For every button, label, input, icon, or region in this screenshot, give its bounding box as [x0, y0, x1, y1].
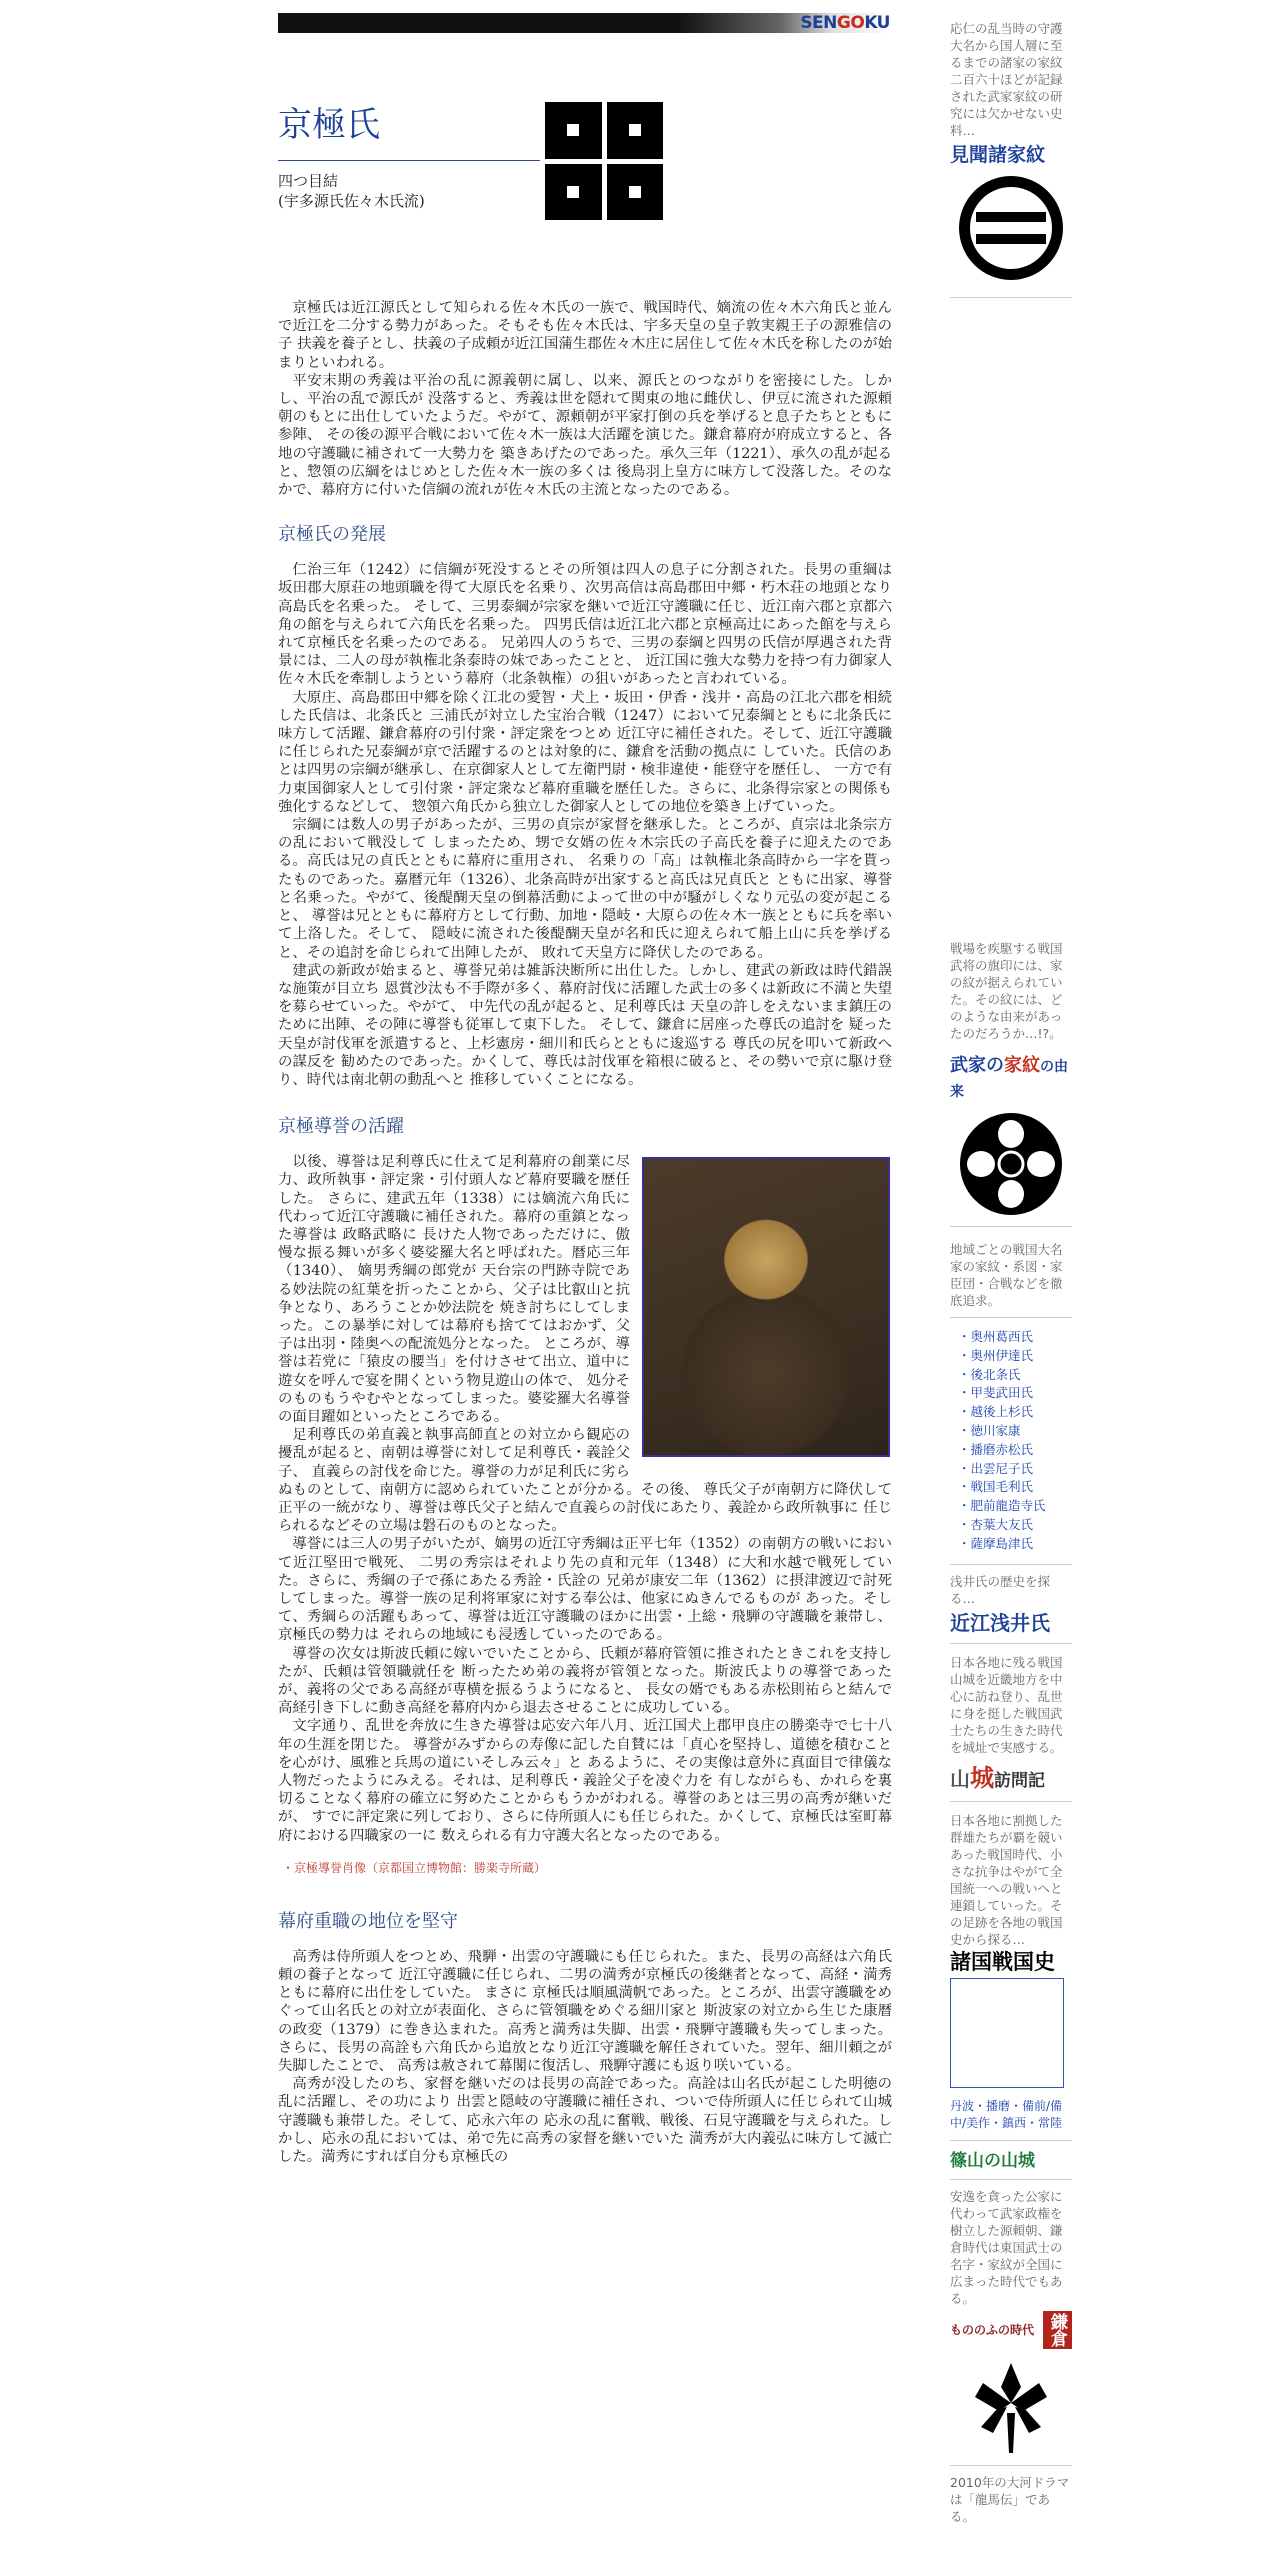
clan-link-list [950, 1328, 1072, 1554]
clan-link[interactable]: ・ 薩摩島津氏 [958, 1535, 1072, 1554]
kamon-yurai-link[interactable]: 武家の家紋の由来 [950, 1055, 1068, 1100]
intro-paragraph: 平安末期の秀義は平治の乱に源義朝に属し、以来、源氏とのつながりを密接にした。しかし、平治の乱で源氏が 没落すると、秀義は世を隠れて関東の地に雌伏し、伊豆に流された源頼朝のもとに出仕していたようだ。やがて、源頼朝が平家打倒の兵を挙げると息子たちとともに参陣、 その後の源平合戦において佐々木一族は大活躍を演じた。鎌倉幕府が府成立すると、各地の守護職に補されて一大勢力を 築きあげたのであった。承久三年（1221）、承久の乱が起ると、惣領の広綱をはじめとした佐々木一族の多くは 後鳥羽上皇方に味方して没落した。そのなかで、幕府方に付いた信綱の流れが佐々木氏の主流となったのである。 [278, 372, 892, 499]
section-body [278, 1153, 892, 1876]
divider [950, 1564, 1072, 1565]
section-paragraph: 導誉の次女は斯波氏頼に嫁いでいたことから、氏頼が幕府管領に推されたときこれを支持したが、氏頼は管領職就任を 断ったため弟の義将が管領となった。斯波氏よりの導誉であったが、義将の父である高経が専横を振るうようになると、 長女の婿でもある赤松則祐らと結んで高経引き下しに動き高経を幕府内から退去させることに成功している。 [278, 1645, 892, 1717]
divider [950, 2140, 1072, 2141]
sasarindo-crest-icon[interactable] [961, 2357, 1061, 2457]
clan-link[interactable]: ・ 甲斐武田氏 [958, 1384, 1072, 1403]
clan-link[interactable]: ・ 越後上杉氏 [958, 1403, 1072, 1422]
shokoku-sengokushi-link[interactable]: 諸国戦国史 [950, 1948, 1055, 1974]
section-paragraph: 高秀は侍所頭人をつとめ、飛騨・出雲の守護職にも任じられた。また、長男の高経は六角氏頼の養子となって 近江守護職に任じられ、二男の満秀が京極氏の後継者となって、高経・満秀ともに幕府に出仕をしていた。 まさに 京極氏は順風満帆であった。ところが、出雲守護職をめぐって山名氏との対立が表面化、さらに管領職をめぐる細川家と 斯波家の対立から生じた康暦の政変（1379）に巻き込まれた。高秀と満秀は失脚、出雲・飛騨守護職も失ってしまった。 さらに、長男の高詮も六角氏から追放となり近江守護職を解任されていた。翌年、細川頼之が失脚したことで、 高秀は赦されて幕閣に復活し、飛騨守護にも返り咲いている。 [278, 1948, 892, 2075]
section-body [278, 561, 892, 1089]
clan-link[interactable]: ・ 奥州伊達氏 [958, 1347, 1072, 1366]
clan-link[interactable]: ・ 奥州葛西氏 [958, 1328, 1072, 1347]
sidebar-blurb: 日本各地に残る戦国山城を近畿地方を中心に訪ね登り、乱世に身を挺した戦国武士たちの生きた時代を城址で実感する。 [950, 1654, 1063, 1755]
portrait-caption: ・京極導誉肖像（京都国立博物館：勝楽寺所蔵） [282, 1860, 547, 1875]
section-paragraph: 文字通り、乱世を奔放に生きた導誉は応安六年八月、近江国犬上郡甲良庄の勝楽寺で七十八年の生涯を閉じた。 導誉がみずからの寿像に記した自賛には「貞心を堅持し、道徳を積むことを心がけ、風雅と兵馬の道にいそしみ云々」と あるように、その実像は意外に真面目で律儀な人物だったようにみえる。それは、足利尊氏・義詮父子を凌ぐ力を 有しながらも、かれらを裏切ることなく幕府の確立に努めたことからもうかがわれる。導誉のあとは三男の高秀が継いだが、 すでに評定衆に列しており、さらに侍所頭人にも任じられた。かくして、京極氏は室町幕府における四職家の一に 数えられる有力守護大名となったのである。 [278, 1718, 892, 1844]
yamashiro-visit-link[interactable]: 山城訪問記 [950, 1763, 1045, 1792]
section-paragraph: 足利尊氏の弟直義と執事高師直との対立から観応の擾乱が起ると、南朝は導誉に対して足利尊氏・義詮父子、 直義らの討伐を命じた。導誉の力が足利氏に劣らぬものとして、南朝方に認められていたことが分かる。その後、 尊氏父子が南朝方に降伏して正平の一統がなり、導誉は尊氏父子と結んで直義らの討伐にあたり、義詮から政所執事に 任じられるなどその立場は磐石のものとなった。 [278, 1427, 892, 1535]
sidebar-blurb: 戦場を疾駆する戦国武将の旗印には、家の紋が据えられていた。その紋には、どのような由来があったのだろうか…!?。 [950, 941, 1063, 1041]
divider [950, 1643, 1072, 1644]
divider [950, 1801, 1072, 1802]
section-paragraph: 仁治三年（1242）に信綱が死没するとその所領は四人の息子に分割された。長男の重綱は 坂田郡大原荘の地頭職を得て大原氏を名乗り、次男高信は高島郡田中郷・朽木荘の地頭となり高島氏を名乗った。 そして、三男泰綱が宗家を継いで近江守護職に任じ、近江南六郡と京都六角の館を与えられて六角氏を名乗った。 四男氏信は近江北六郡と京極高辻にあった館を与えられて京極氏を名乗ったのである。 兄弟四人のうちで、三男の泰綱と四男の氏信が厚遇された背景には、二人の母が執権北条泰時の妹であったことと、 近江国に強大な勢力を持つ有力御家人佐々木氏を牽制しようという幕府（北条執権）の狙いがあったと言われている。 [278, 562, 892, 688]
region-links[interactable]: 丹波・播磨・備前/備中/美作・鎮西・常陸 [950, 2098, 1063, 2130]
intro-paragraph: 京極氏は近江源氏として知られる佐々木氏の一族で、戦国時代、嫡流の佐々木六角氏と並んで近江を二分する勢力があった。そもそも佐々木氏は、宇多天皇の皇子敦実親王子の源雅信の子 扶義を養子とし、扶義の子成頼が近江国蒲生郡佐々木庄に居住して佐々木氏を称したのが始まりといわれる。 [278, 300, 892, 371]
section-paragraph: 宗綱には数人の男子があったが、三男の貞宗が家督を継承した。ところが、貞宗は北条宗方の乱において戦没して しまったため、甥で女婿の佐々木宗氏の子高氏を養子に迎えたのである。高氏は兄の貞氏とともに幕府に重用され、 名乗りの「高」は執権北条高時から一字を貰ったものであった。嘉暦元年（1326）、北条高時が出家すると高氏は兄貞氏と ともに出家、導誉と名乗った。やがて、後醍醐天皇の倒幕活動によって世の中が騒がしくなり元弘の変が起こると、 導誉は兄とともに幕府方として行動、加地・隠岐・大原らの佐々木一族とともに兵を率いて上洛した。そして、 隠岐に流された後醍醐天皇が名和氏に迎えられて船上山に兵を挙げると、その追討を命じられて出陣したが、 敗れて天皇方に降伏したのである。 [278, 817, 892, 961]
clan-link[interactable]: ・ 肥前龍造寺氏 [958, 1497, 1072, 1516]
section-paragraph: 高秀が没したのち、家督を継いだのは長男の高詮であった。高詮は山名氏が起こした明徳の乱に活躍し、その功により 出雲と隠岐の守護職に補任され、ついで侍所頭人に任じられて山城守護職も兼帯した。そして、応永六年の 応永の乱に奮戦、戦後、石見守護職を与えられた。しかし、応永の乱においては、弟で先に高秀の家督を継いでいた 満秀が大内義弘に味方して滅亡した。満秀にすれば自分も京極氏の [278, 2076, 892, 2166]
section-paragraph: 大原庄、高島郡田中郷を除く江北の愛智・犬上・坂田・伊香・浅井・高島の江北六郡を相続した氏信は、北条氏と 三浦氏が対立した宝治合戦（1247）において兄泰綱とともに北条氏に味方して活躍、鎌倉幕府の引付衆・評定衆をつとめ 近江守に補任された。そして、近江守護職に任じられた兄泰綱が京で活躍するのとは対象的に、鎌倉を活動の拠点に していた。氏信のあとは四男の宗綱が継承し、在京御家人として左衛門尉・検非違使・能登守を歴任し、 一方で有力東国御家人として引付衆・評定衆など幕府重職を歴任した。さらに、北条得宗家との関係も強化するなどして、 惣領六角氏から独立した御家人としての地位を築き上げていった。 [278, 689, 892, 815]
clan-link[interactable]: ・ 出雲尼子氏 [958, 1460, 1072, 1479]
divider [950, 1317, 1072, 1318]
section-heading: 京極氏の発展 [278, 524, 386, 546]
crest-name: 四つ目結 (宇多源氏佐々木氏流) [278, 172, 425, 210]
section-paragraph: 以後、導誉は足利尊氏に仕えて足利幕府の創業に尽力、政所執事・評定衆・引付頭人など幕府要職を歴任した。 さらに、建武五年（1338）には嫡流六角氏に代わって近江守護職に補任された。幕府の重鎮となった導誉は 政略武略に 長けた人物であっただけに、傲慢な振る舞いが多く婆娑羅大名と呼ばれた。暦応三年（1340）、 嫡男秀綱の郎党が 天台宗の門跡寺院である妙法院の紅葉を折ったことから、父子は比叡山と抗争となり、あろうことか妙法院を 焼き討ちにしてしまった。この暴挙に対しては幕府も捨ててはおかず、父子は出羽・陸奥への配流処分となった。 ところが、導誉は若党に「猿皮の腰当」を付けさせて出立、道中に遊女を呼んで宴を開くという物見遊山の体で、 処分そのものもうやむやとなってしまった。婆娑羅大名導誉の面目躍如といったところである。 [278, 1154, 630, 1425]
section-paragraph: 建武の新政が始まると、導誉兄弟は雑訴決断所に出仕した。しかし、建武の新政は時代錯誤な施策が目立ち 恩賞沙汰も不手際が多く、幕府討伐に活躍した武士の多くは新政に不満と失望を募らせていった。やがて、 中先代の乱が起ると、足利尊氏は 天皇の許しをえないまま鎮圧のために出陣、その陣に導誉も従軍して東下した。 そして、鎌倉に居座った尊氏の追討を 疑った天皇が討伐軍を派遣すると、上杉憲房・細川和氏らとともに逡巡する 尊氏の尻を叩いて新政への謀反を 勧めたのであった。かくして、尊氏は討伐軍を箱根に破ると、その勢いで京に駆け登り、時代は南北朝の動乱へと 推移していくことになる。 [278, 962, 892, 1088]
region-map-box[interactable] [950, 1978, 1064, 2088]
section-body [278, 1948, 892, 2166]
sidebar-blurb: 浅井氏の歴史を探る… [950, 1573, 1051, 1606]
divider [950, 2465, 1072, 2466]
divider [950, 2179, 1072, 2180]
kenmon-shokamon-link[interactable]: 見聞諸家紋 [950, 144, 1046, 166]
section-heading: 京極導誉の活躍 [278, 1116, 404, 1138]
clan-link[interactable]: ・ 播磨赤松氏 [958, 1441, 1072, 1460]
intro-text [278, 299, 892, 499]
clan-link[interactable]: ・ 徳川家康 [958, 1422, 1072, 1441]
header-bar [278, 13, 892, 33]
kamakura-era-link[interactable]: もののふの時代 鎌倉 [950, 2311, 1072, 2349]
divider [950, 297, 1072, 298]
title-block [278, 33, 892, 223]
sasayama-yamashiro-link[interactable]: 篠山の山城 [950, 2150, 1035, 2171]
sidebar-blurb: 安逸を貪った公家に代わって武家政権を樹立した源頼朝、鎌倉時代は東国武士の名字・家紋が全国に広まった時代でもある。 [950, 2188, 1063, 2306]
section-paragraph: 導誉には三人の男子がいたが、嫡男の近江守秀綱は正平七年（1352）の南朝方の戦いにおいて近江堅田で戦死、 二男の秀宗はそれより先の貞和元年（1348）に大和水越で戦死していた。さらに、秀綱の子で孫にあたる秀詮・氏詮の 兄弟が康安二年（1362）に摂津渡辺で討死してしまった。導誉一族の足利将軍家に対する奉公は、他家にぬきんでるものが あった。そして、秀綱らの活躍もあって、導誉は近江守護職のほかに出雲・上総・飛騨の守護職を兼帯し、京極氏の勢力は それらの地域にも浸透していったのである。 [278, 1536, 892, 1644]
divider [950, 1226, 1072, 1227]
title-underline [278, 160, 540, 161]
site-logo[interactable]: SENGOKU [800, 13, 890, 33]
mokko-crest-icon[interactable] [959, 1112, 1063, 1216]
doyo-portrait-image [642, 1157, 890, 1457]
clan-link[interactable]: ・ 後北条氏 [958, 1366, 1072, 1385]
sidebar-blurb: 2010年の大河ドラマは「龍馬伝」である。 [950, 2474, 1070, 2524]
sidebar [950, 20, 1072, 2525]
circle-crest-icon[interactable] [958, 175, 1064, 281]
main-content [278, 0, 892, 2166]
sidebar-blurb: 地域ごとの戦国大名家の家紋・系図・家臣団・合戦などを徹底追求。 [950, 1242, 1063, 1308]
sidebar-blurb: 日本各地に割拠した群雄たちが覇を競いあった戦国時代、小さな抗争はやがて全国統一への戦いへと連鎖していった。その足跡を各地の戦国史から探る… [950, 1812, 1063, 1947]
omi-azai-link[interactable]: 近江浅井氏 [950, 1610, 1050, 1635]
page-title: 京極氏 [278, 105, 380, 145]
clan-link[interactable]: ・ 杏葉大友氏 [958, 1516, 1072, 1535]
section-heading: 幕府重職の地位を堅守 [278, 1910, 458, 1932]
clan-link[interactable]: ・ 戦国毛利氏 [958, 1478, 1072, 1497]
yotsume-yui-crest-icon [545, 102, 663, 220]
sidebar-blurb: 応仁の乱当時の守護大名から国人層に至るまでの諸家の家紋 二百六十ほどが記録された武家家紋の研究には欠かせない史料… [950, 21, 1063, 138]
